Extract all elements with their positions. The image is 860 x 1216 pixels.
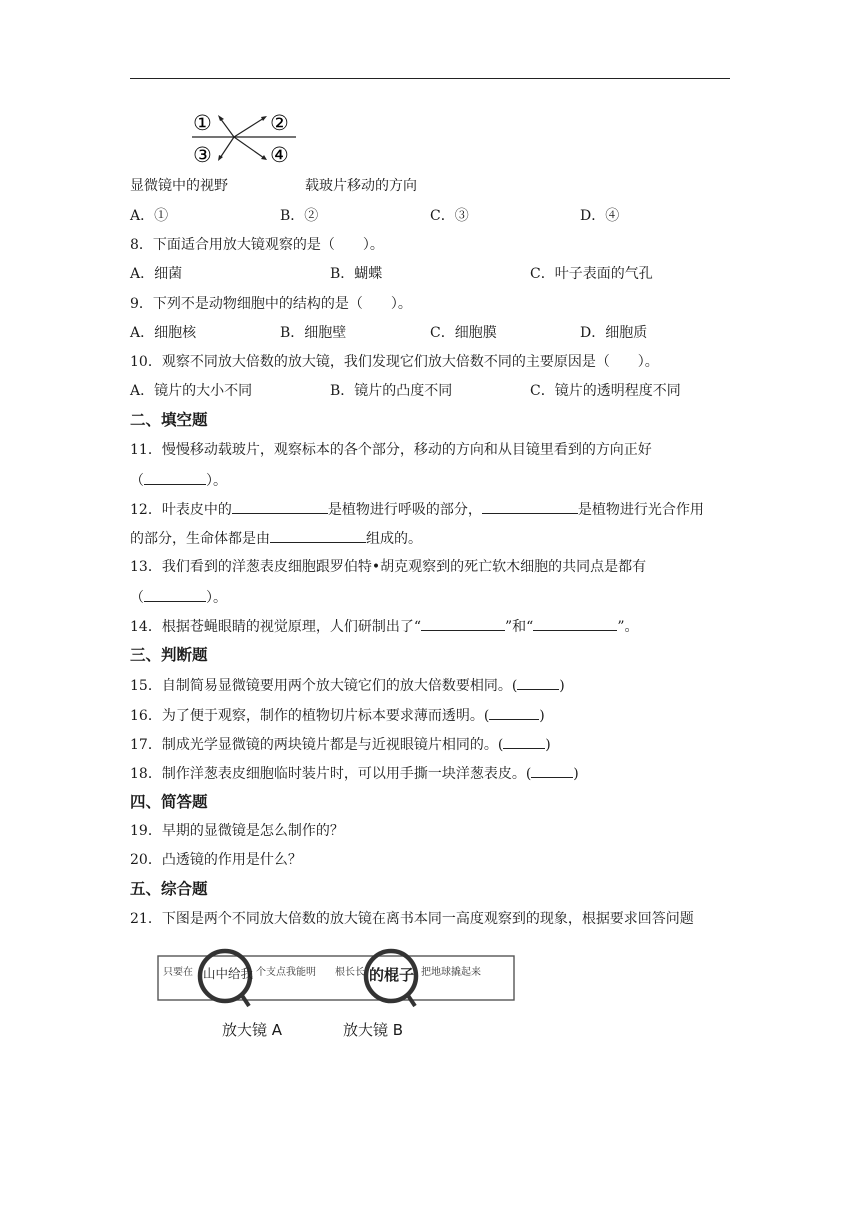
q17-blank[interactable] xyxy=(503,733,545,749)
book-text-mid: 个支点我能明 xyxy=(256,967,316,978)
section-comprehensive-heading: 五、综合题 xyxy=(130,880,208,898)
diagram-arrowhead-down-right xyxy=(261,155,267,160)
q14-part2: ”和“ xyxy=(504,619,534,635)
q7-option-d: D．④ xyxy=(580,208,620,224)
q12-part1: 12．叶表皮中的 xyxy=(130,502,232,518)
q14-part1: 14．根据苍蝇眼睛的视觉原理，人们研制出了“ xyxy=(130,619,421,635)
magnifier-b-text: 的棍子 xyxy=(369,966,415,984)
q19-stem: 19．早期的显微镜是怎么制作的？ xyxy=(130,823,344,839)
diagram-arrow-up-right xyxy=(234,118,264,137)
q14-part3: ”。 xyxy=(617,619,639,635)
q9-option-c: C．细胞膜 xyxy=(430,325,497,341)
section-fill-blank-heading: 二、填空题 xyxy=(130,411,208,429)
q11-open-paren: （ xyxy=(130,473,144,489)
diagram-label-3: ③ xyxy=(193,143,212,167)
q7-option-a: A．① xyxy=(130,208,169,224)
q9-option-b: B．细胞壁 xyxy=(280,325,347,341)
diagram-arrow-up-left xyxy=(220,118,234,137)
q14-line xyxy=(130,615,638,637)
q10-stem: 10．观察不同放大倍数的放大镜，我们发现它们放大倍数不同的主要原因是（ ）。 xyxy=(130,354,659,370)
book-text-mid2: 根长长 xyxy=(335,967,365,978)
magnifier-a-text: 山中给我 xyxy=(203,966,254,981)
magnifier-b-label: 放大镜 B xyxy=(343,1021,404,1039)
q11-answer-line xyxy=(130,469,227,491)
q21-stem: 21．下图是两个不同放大倍数的放大镜在离书本同一高度观察到的现象，根据要求回答问题 xyxy=(130,911,694,927)
header-rule xyxy=(130,78,730,79)
q7-option-b: B．② xyxy=(280,208,319,224)
q16-close-paren: ) xyxy=(539,708,545,724)
q12-line1 xyxy=(130,498,704,520)
q18-text: 18．制作洋葱表皮细胞临时装片时，可以用手撕一块洋葱表皮。( xyxy=(130,766,532,782)
q15-close-paren: ) xyxy=(559,678,565,694)
q15-text: 15．自制简易显微镜要用两个放大镜它们的放大倍数要相同。( xyxy=(130,678,518,694)
direction-diagram xyxy=(188,108,300,168)
q12-part4: 的部分，生命体都是由 xyxy=(130,531,270,547)
q18-close-paren: ) xyxy=(573,766,579,782)
q13-stem: 13．我们看到的洋葱表皮细胞跟罗伯特•胡克观察到的死亡软木细胞的共同点是都有 xyxy=(130,559,647,575)
q13-open-paren: （ xyxy=(130,590,144,606)
q12-part2: 是植物进行呼吸的部分， xyxy=(327,502,482,518)
book-text-right: 把地球撬起来 xyxy=(421,967,481,978)
q10-option-a: A．镜片的大小不同 xyxy=(130,383,253,399)
diagram-arrowhead-up-left xyxy=(218,115,224,121)
q17-close-paren: ) xyxy=(545,737,551,753)
q16-text: 16．为了便于观察，制作的植物切片标本要求薄而透明。( xyxy=(130,708,490,724)
q15-line xyxy=(130,674,565,696)
q12-part5: 组成的。 xyxy=(366,531,422,547)
q17-text: 17．制成光学显微镜的两块镜片都是与近视眼镜片相同的。( xyxy=(130,737,504,753)
q12-blank-2[interactable] xyxy=(482,498,578,514)
q9-option-a: A．细胞核 xyxy=(130,325,197,341)
q11-close-paren: ）。 xyxy=(206,473,227,489)
q8-option-c: C．叶子表面的气孔 xyxy=(530,266,653,282)
q8-stem: 8．下面适合用放大镜观察的是（ ）。 xyxy=(130,237,384,253)
q10-option-b: B．镜片的凸度不同 xyxy=(330,383,453,399)
diagram-label-1: ① xyxy=(193,111,212,135)
q13-blank[interactable] xyxy=(144,586,206,602)
q13-close-paren: ）。 xyxy=(206,590,227,606)
magnifier-figure xyxy=(155,942,520,1012)
q12-blank-1[interactable] xyxy=(232,498,328,514)
section-judgment-heading: 三、判断题 xyxy=(130,646,208,664)
q12-line2 xyxy=(130,527,422,549)
q18-line xyxy=(130,762,579,784)
q12-part3: 是植物进行光合作用 xyxy=(577,502,704,518)
q11-stem: 11．慢慢移动载玻片，观察标本的各个部分，移动的方向和从目镜里看到的方向正好 xyxy=(130,442,652,458)
diagram-caption-right: 载玻片移动的方向 xyxy=(305,178,417,194)
diagram-arrow-down-left xyxy=(220,137,234,158)
book-text-left: 只要在 xyxy=(163,967,193,978)
q11-blank[interactable] xyxy=(144,469,206,485)
diagram-label-4: ④ xyxy=(270,143,289,167)
section-short-answer-heading: 四、简答题 xyxy=(130,793,208,811)
q16-line xyxy=(130,704,545,726)
q12-blank-3[interactable] xyxy=(270,527,366,543)
q8-option-b: B．蝴蝶 xyxy=(330,266,383,282)
q20-stem: 20．凸透镜的作用是什么？ xyxy=(130,852,302,868)
diagram-arrow-down-right xyxy=(234,137,264,158)
q14-blank-2[interactable] xyxy=(533,615,617,631)
q10-option-c: C．镜片的透明程度不同 xyxy=(530,383,681,399)
diagram-arrowhead-down-left xyxy=(218,155,223,161)
q18-blank[interactable] xyxy=(531,762,573,778)
q16-blank[interactable] xyxy=(489,704,539,720)
magnifier-a-label: 放大镜 A xyxy=(222,1021,283,1039)
q8-option-a: A．细菌 xyxy=(130,266,183,282)
q13-answer-line xyxy=(130,586,227,608)
q17-line xyxy=(130,733,551,755)
q9-option-d: D．细胞质 xyxy=(580,325,648,341)
q14-blank-1[interactable] xyxy=(421,615,505,631)
q9-stem: 9．下列不是动物细胞中的结构的是（ ）。 xyxy=(130,296,412,312)
diagram-caption-left: 显微镜中的视野 xyxy=(130,178,228,194)
q15-blank[interactable] xyxy=(517,674,559,690)
diagram-arrowhead-up-right xyxy=(261,116,267,121)
q7-option-c: C．③ xyxy=(430,208,469,224)
diagram-label-2: ② xyxy=(270,111,289,135)
